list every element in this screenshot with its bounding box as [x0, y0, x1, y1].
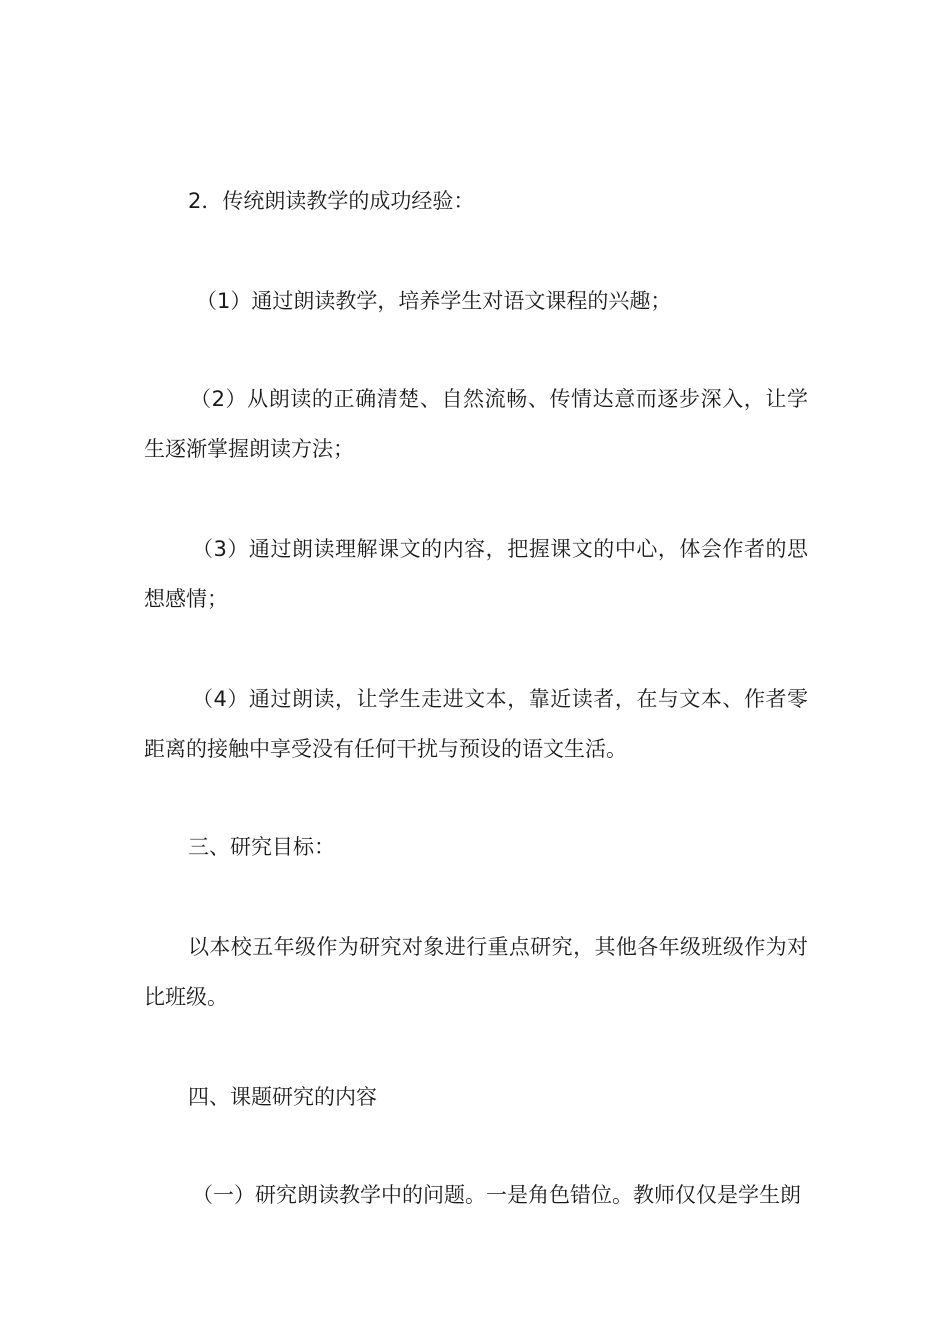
paragraph-item-1: （1）通过朗读教学，培养学生对语文课程的兴趣；: [196, 289, 672, 313]
paragraph-research-problems: （一）研究朗读教学中的问题。一是角色错位。教师仅仅是学生朗: [192, 1183, 801, 1207]
section-heading-research-goals: 三、研究目标：: [188, 835, 335, 859]
section-heading-research-content: 四、课题研究的内容: [188, 1085, 377, 1109]
paragraph-research-goals: 以本校五年级作为研究对象进行重点研究，其他各年级班级作为对比班级。: [144, 935, 808, 1009]
paragraph-item-3: （3）通过朗读理解课文的内容，把握课文的中心，体会作者的思想感情；: [144, 537, 808, 611]
paragraph-item-4: （4）通过朗读，让学生走进文本，靠近读者，在与文本、作者零距离的接触中享受没有任何干扰与预设的语文生活。: [144, 687, 808, 761]
paragraph-experience-heading: 2．传统朗读教学的成功经验：: [188, 189, 475, 213]
paragraph-item-2: （2）从朗读的正确清楚、自然流畅、传情达意而逐步深入，让学生逐渐掌握朗读方法；: [144, 387, 808, 461]
